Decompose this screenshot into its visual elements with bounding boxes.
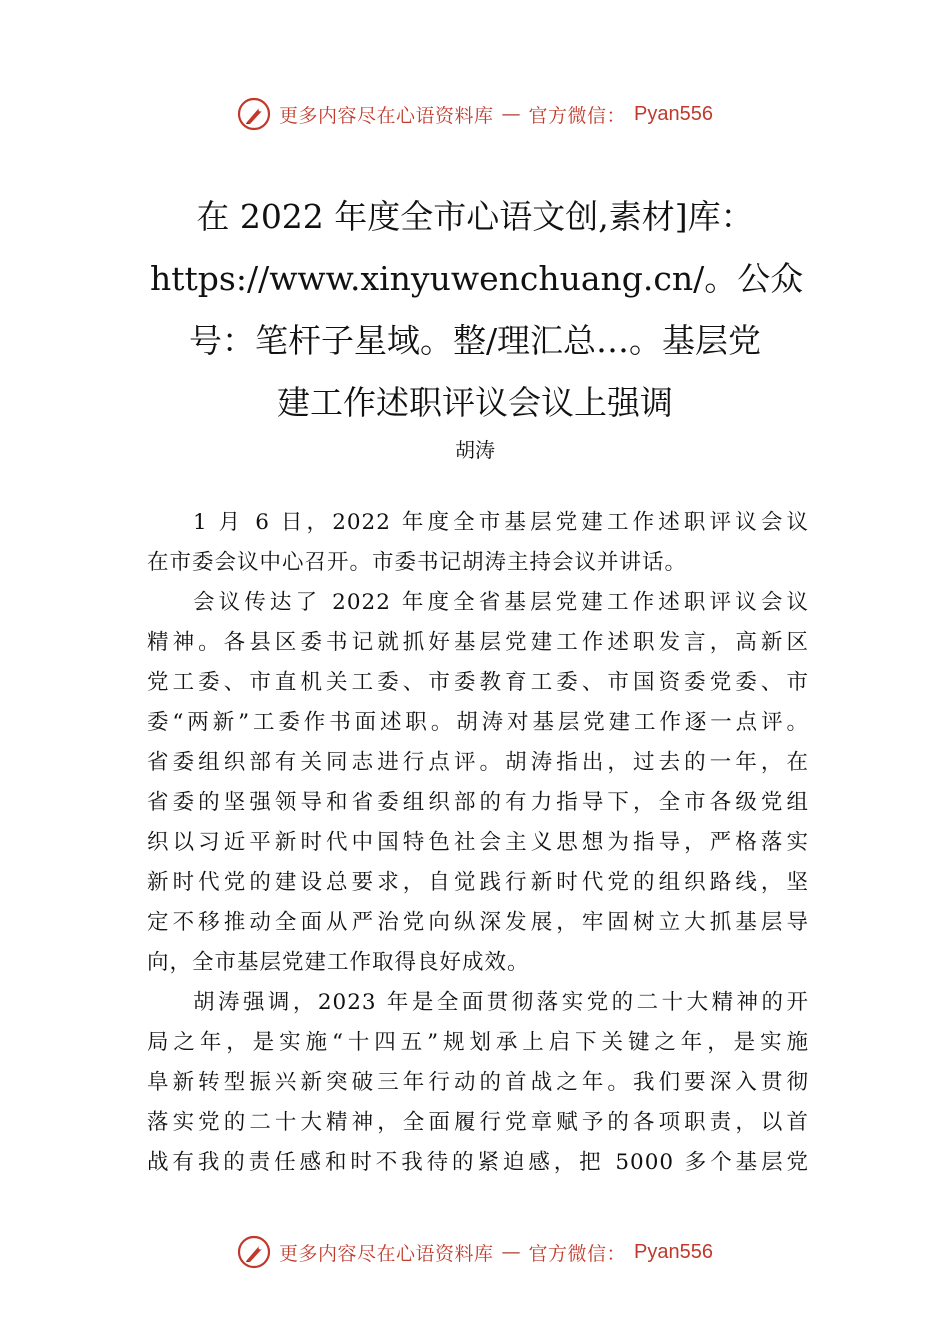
watermark-contact-label: 官方微信： <box>528 104 627 127</box>
document-author: 胡涛 <box>455 438 495 462</box>
text-line: 省委组织部有关同志进行点评。胡涛指出，过去的一年，在 <box>147 750 809 775</box>
watermark-text: 更多内容尽在心语资料库 <box>279 104 494 127</box>
text-line: 在市委会议中心召开。市委书记胡涛主持会议并讲话。 <box>147 550 688 575</box>
text-line: 省委的坚强领导和省委组织部的有力指导下，全市各级党组 <box>147 790 809 815</box>
text-line: 1 月 6 日，2022 年度全市基层党建工作述职评议会议 <box>193 510 809 535</box>
paragraph <box>147 503 809 583</box>
text-line: 阜新转型振兴新突破三年行动的首战之年。我们要深入贯彻 <box>147 1070 809 1095</box>
pen-nib-logo-icon <box>237 1235 271 1269</box>
title-line: 在 2022 年度全市心语文创,素材]库： <box>196 197 754 236</box>
text-line: 胡涛强调，2023 年是全面贯彻落实党的二十大精神的开 <box>193 990 809 1015</box>
text-line: 落实党的二十大精神，全面履行党章赋予的各项职责，以首 <box>147 1110 809 1135</box>
document-body <box>147 503 809 1183</box>
text-line: 委“两新”工委作书面述职。胡涛对基层党建工作逐一点评。 <box>147 710 809 735</box>
text-line: 向，全市基层党建工作取得良好成效。 <box>147 950 530 975</box>
watermark-contact-label: 官方微信： <box>528 1242 627 1265</box>
watermark-banner-bottom <box>0 1232 950 1272</box>
watermark-wechat-id: Pyan556 <box>634 102 713 125</box>
text-line: 局之年，是实施“十四五”规划承上启下关键之年，是实施 <box>147 1030 809 1055</box>
watermark-separator: — <box>501 103 521 125</box>
watermark-text: 更多内容尽在心语资料库 <box>279 1242 494 1265</box>
text-line: 新时代党的建设总要求，自觉践行新时代党的组织路线，坚 <box>147 870 809 895</box>
pen-nib-logo-icon <box>237 97 271 131</box>
watermark-separator: — <box>501 1241 521 1263</box>
text-line: 会议传达了 2022 年度全省基层党建工作述职评议会议 <box>193 590 809 615</box>
title-line: https://www.xinyuwenchuang.cn/。公众 <box>150 259 804 298</box>
text-line: 精神。各县区委书记就抓好基层党建工作述职发言，高新区 <box>147 630 809 655</box>
text-line: 定不移推动全面从严治党向纵深发展，牢固树立大抓基层导 <box>147 910 809 935</box>
paragraph <box>147 983 809 1183</box>
paragraph <box>147 583 809 983</box>
watermark-wechat-id: Pyan556 <box>634 1240 713 1263</box>
text-line: 党工委、市直机关工委、市委教育工委、市国资委党委、市 <box>147 670 809 695</box>
document-title <box>150 186 804 434</box>
watermark-banner-top <box>0 94 950 134</box>
text-line: 织以习近平新时代中国特色社会主义思想为指导，严格落实 <box>147 830 809 855</box>
title-line: 号：笔杆子星域。整/理汇总…。基层党 <box>188 321 762 360</box>
title-line: 建工作述职评议会议上强调 <box>277 383 673 422</box>
text-line: 战有我的责任感和时不我待的紧迫感，把 5000 多个基层党 <box>147 1150 809 1175</box>
